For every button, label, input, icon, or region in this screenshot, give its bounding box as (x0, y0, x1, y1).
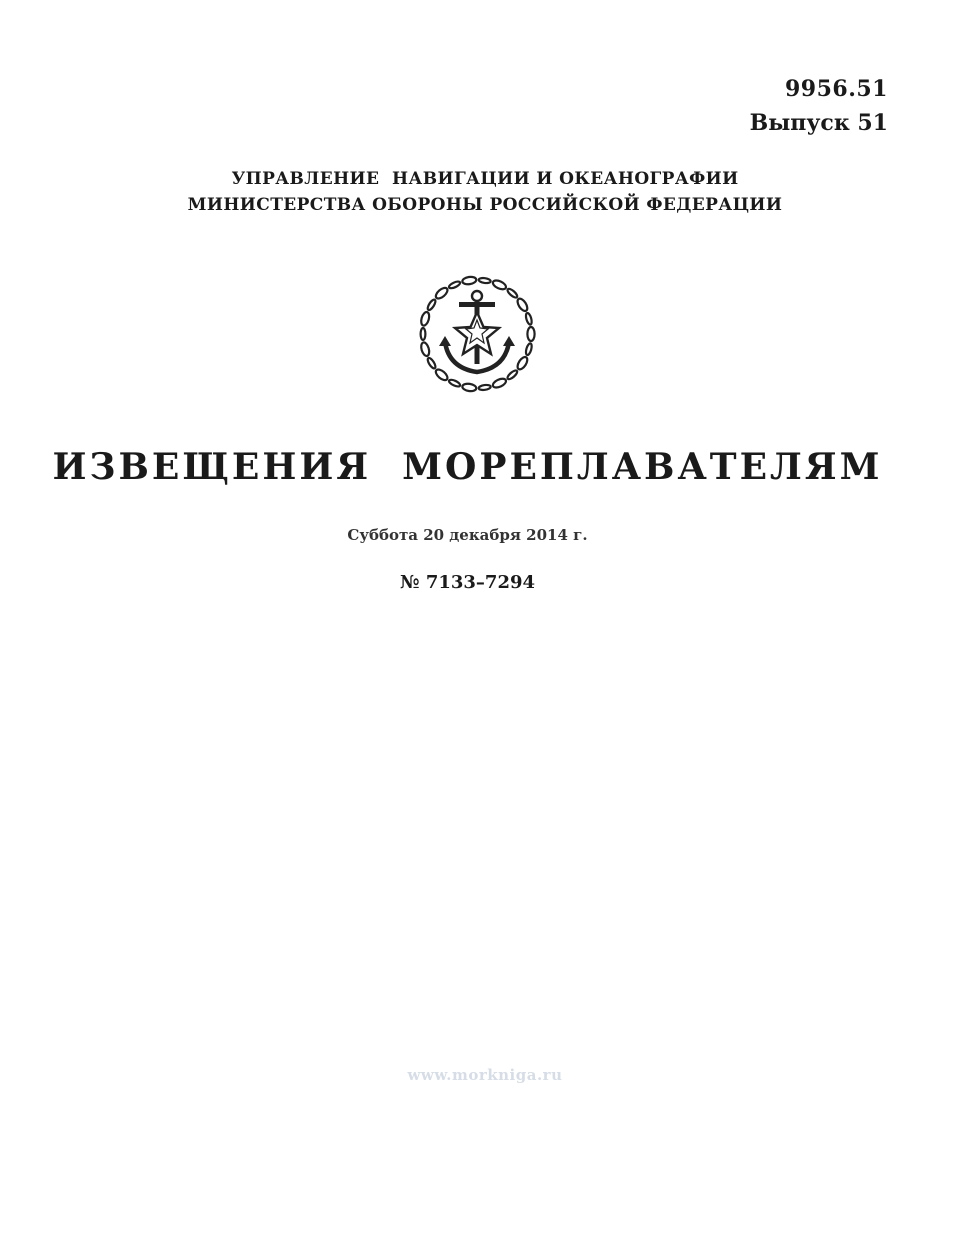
anchor-star-chain-emblem-icon (415, 272, 539, 396)
chain-link (421, 328, 426, 340)
chain-link (516, 355, 530, 371)
chain-link (478, 384, 491, 390)
chain-link (492, 279, 508, 291)
chain-link (448, 378, 461, 387)
chain-link (492, 377, 508, 389)
chain-link (527, 327, 534, 341)
document-code: 9956.51 (784, 76, 888, 102)
issue-label: Выпуск 51 (749, 110, 888, 136)
chain-link (448, 280, 461, 289)
chain-link (525, 312, 533, 325)
chain-link (506, 369, 518, 380)
chain-link (506, 287, 518, 298)
notice-number-range: № 7133–7294 (399, 572, 536, 593)
chain-link (434, 286, 449, 301)
chain-link (434, 368, 449, 383)
issue-date: Суббота 20 декабря 2014 г. (347, 526, 588, 544)
chain-link (420, 311, 431, 326)
organization-line-1: УПРАВЛЕНИЕ НАВИГАЦИИ И ОКЕАНОГРАФИИ (231, 169, 739, 189)
chain-link (426, 298, 437, 311)
chain-link (426, 357, 437, 370)
chain-link (525, 343, 533, 356)
main-title: ИЗВЕЩЕНИЯ МОРЕПЛАВАТЕЛЯМ (52, 446, 883, 488)
chain-link (478, 277, 491, 283)
chain-link (516, 297, 530, 313)
chain-link (420, 341, 431, 356)
chain-link (462, 276, 477, 285)
organization-line-2: МИНИСТЕРСТВА ОБОРОНЫ РОССИЙСКОЙ ФЕДЕРАЦИИ (187, 195, 783, 215)
organization-heading (0, 166, 970, 218)
watermark: www.morkniga.ru (407, 1066, 563, 1084)
chain-link (462, 383, 477, 392)
